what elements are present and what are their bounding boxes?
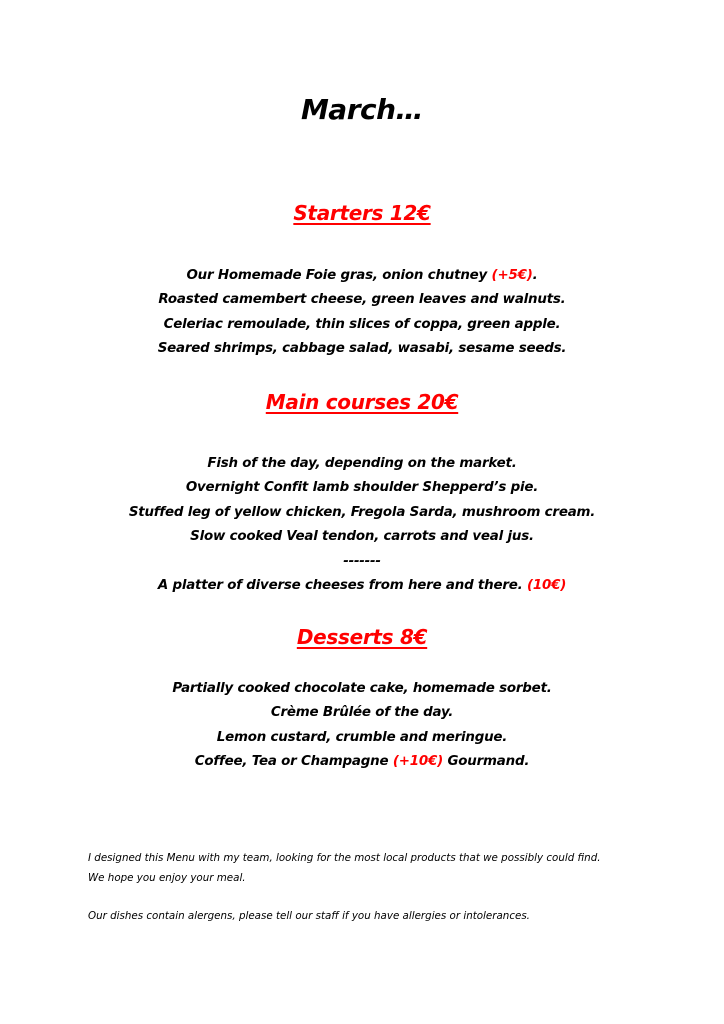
separator: ------- — [343, 553, 381, 569]
starters-list — [0, 264, 724, 362]
starter-item: Roasted camembert cheese, green leaves and walnuts. — [158, 292, 566, 308]
dessert-item: Lemon custard, crumble and meringue. — [216, 729, 508, 745]
desserts-heading: Desserts 8€ — [296, 625, 428, 649]
main-item: Overnight Confit lamb shoulder Shepperd’s pie. — [185, 480, 539, 496]
main-item: Slow cooked Veal tendon, carrots and veal jus. — [190, 529, 534, 545]
mains-list — [0, 452, 724, 598]
main-item: A platter of diverse cheeses from here and there. (10€) — [157, 577, 567, 593]
starter-price-supplement: (+5€) — [491, 268, 533, 283]
champagne-supplement: (+10€) — [392, 754, 444, 770]
desserts-list — [0, 677, 724, 775]
starters-heading: Starters 12€ — [293, 201, 431, 225]
starter-item: Our Homemade Foie gras, onion chutney (+5€). — [186, 268, 538, 283]
main-item: Fish of the day, depending on the market. — [207, 456, 517, 471]
allergen-note: Our dishes contain alergens, please tell our staff if you have allergies or intolerances. — [88, 910, 530, 922]
main-item: Stuffed leg of yellow chicken, Fregola Sarda, mushroom cream. — [128, 504, 596, 520]
cheese-price: (10€) — [526, 577, 567, 593]
dessert-item: Crème Brûlée of the day. — [270, 705, 454, 721]
footer-line-team: I designed this Menu with my team, looking for the most local products that we possibly could find. — [88, 852, 601, 864]
mains-heading: Main courses 20€ — [265, 390, 459, 414]
page-title: March… — [300, 93, 424, 126]
footer-line-enjoy: We hope you enjoy your meal. — [88, 871, 246, 884]
starter-item: Celeriac remoulade, thin slices of coppa, green apple. — [163, 316, 561, 332]
starter-item: Seared shrimps, cabbage salad, wasabi, sesame seeds. — [157, 341, 567, 357]
dessert-item: Partially cooked chocolate cake, homemade sorbet. — [172, 681, 552, 696]
footer-note — [88, 849, 688, 888]
dessert-item: Coffee, Tea or Champagne (+10€) Gourmand. — [194, 754, 530, 770]
